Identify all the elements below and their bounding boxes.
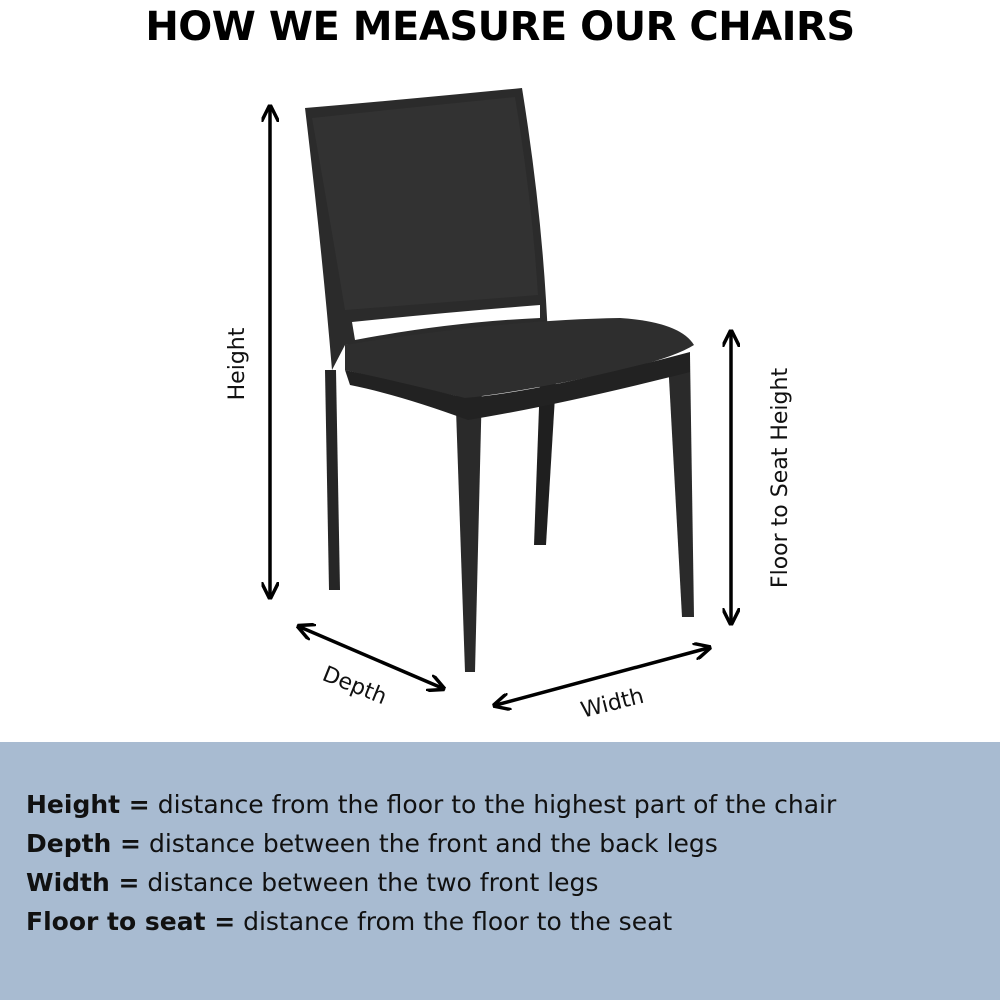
definition-height: [26, 790, 836, 819]
height-label: Height: [225, 327, 250, 401]
definition-text: distance between the two front legs: [139, 868, 599, 897]
definition-term: Depth =: [26, 829, 142, 858]
definitions-panel: [0, 742, 1000, 1000]
definition-term: Height =: [26, 790, 150, 819]
floor-to-seat-label: Floor to Seat Height: [768, 367, 793, 589]
definition-text: distance from the floor to the highest part of the chair: [149, 790, 837, 819]
width-label: Width: [578, 683, 647, 724]
definition-term: Width =: [26, 868, 140, 897]
definition-floor-to-seat: [26, 907, 672, 936]
definition-width: [26, 868, 598, 897]
depth-label: Depth: [318, 661, 391, 711]
chair-image: [305, 88, 694, 672]
definition-term: Floor to seat =: [26, 907, 236, 936]
definition-text: distance between the front and the back legs: [141, 829, 718, 858]
page-title: HOW WE MEASURE OUR CHAIRS: [145, 4, 855, 50]
definition-text: distance from the floor to the seat: [235, 907, 673, 936]
definition-depth: [26, 829, 718, 858]
